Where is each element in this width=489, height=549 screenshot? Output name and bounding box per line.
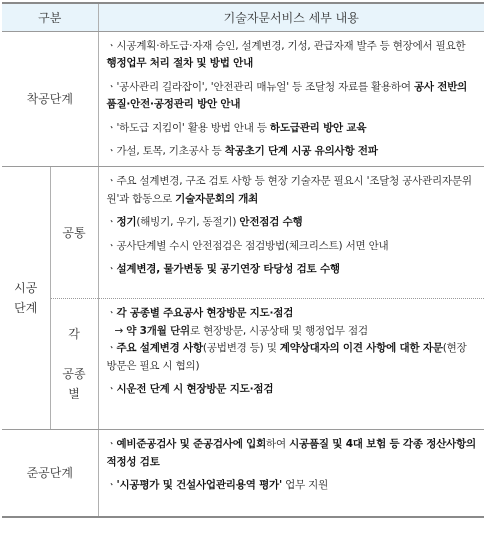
row-construction-start [2, 32, 484, 167]
list-item: ㆍ주요 설계변경, 구조 검토 사항 등 현장 기술자문 필요시 '조달청 공사관리자문위원'과 합동으로 기술자문회의 개최 [106, 175, 472, 205]
stage-label-start: 착공단계 [2, 32, 98, 167]
list-item: ㆍ시운전 단계 시 현장방문 지도·점검 [106, 383, 274, 396]
list-subitem: → 약 3개월 단위로 현장방문, 시공상태 및 행정업무 점검 [114, 324, 368, 337]
list-item: ㆍ예비준공검사 및 준공검사에 입회하여 시공품질 및 4대 보험 등 각종 정산사항의 적정성 검토 [106, 438, 476, 468]
content-start [98, 32, 484, 167]
list-item: ㆍ'하도급 지킴이' 활용 방법 안내 등 하도급관리 방안 교육 [106, 121, 367, 134]
content-completion [98, 430, 484, 518]
table-header-row [2, 3, 484, 32]
service-table-container [2, 2, 484, 546]
header-content: 기술자문서비스 세부 내용 [98, 3, 484, 32]
content-common [98, 167, 484, 299]
row-completion [2, 430, 484, 518]
list-item: ㆍ설계변경, 물가변동 및 공기연장 타당성 검토 수행 [106, 263, 340, 276]
row-construction-common [2, 167, 484, 299]
stage-label-completion: 준공단계 [2, 430, 98, 518]
list-item: ㆍ정기(해빙기, 우기, 동절기) 안전점검 수행 [106, 216, 303, 229]
stage-label-construction: 시공 단계 [2, 167, 50, 430]
header-stage: 구분 [2, 3, 98, 32]
list-item: ㆍ주요 설계변경 사항(공법변경 등) 및 계약상대자의 이견 사항에 대한 자문(현장방문은 필요 시 협의) [106, 342, 467, 372]
row-construction-by-type [2, 299, 484, 430]
list-item: ㆍ공사단계별 수시 안전점검은 점검방법(체크리스트) 서면 안내 [106, 239, 389, 252]
list-item: ㆍ'공사관리 길라잡이', '안전관리 매뉴얼' 등 조달청 자료를 활용하여 공사 전반의 품질·안전·공정관리 방안 안내 [106, 80, 468, 111]
list-item: ㆍ'시공평가 및 건설사업관리용역 평가' 업무 지원 [106, 479, 329, 492]
substage-label-common: 공통 [50, 167, 98, 299]
substage-label-by-type: 각 공종 별 [50, 299, 98, 430]
technical-advisory-table [2, 2, 484, 518]
list-item: ㆍ각 공종별 주요공사 현장방문 지도·점검 [106, 307, 294, 320]
content-by-type [98, 299, 484, 430]
list-item: ㆍ시공계획·하도급·자재 승인, 설계변경, 기성, 관급자재 발주 등 현장에서 필요한 행정업무 처리 절차 및 방법 안내 [106, 40, 466, 70]
list-item: ㆍ가설, 토목, 기초공사 등 착공초기 단계 시공 유의사항 전파 [106, 145, 378, 158]
